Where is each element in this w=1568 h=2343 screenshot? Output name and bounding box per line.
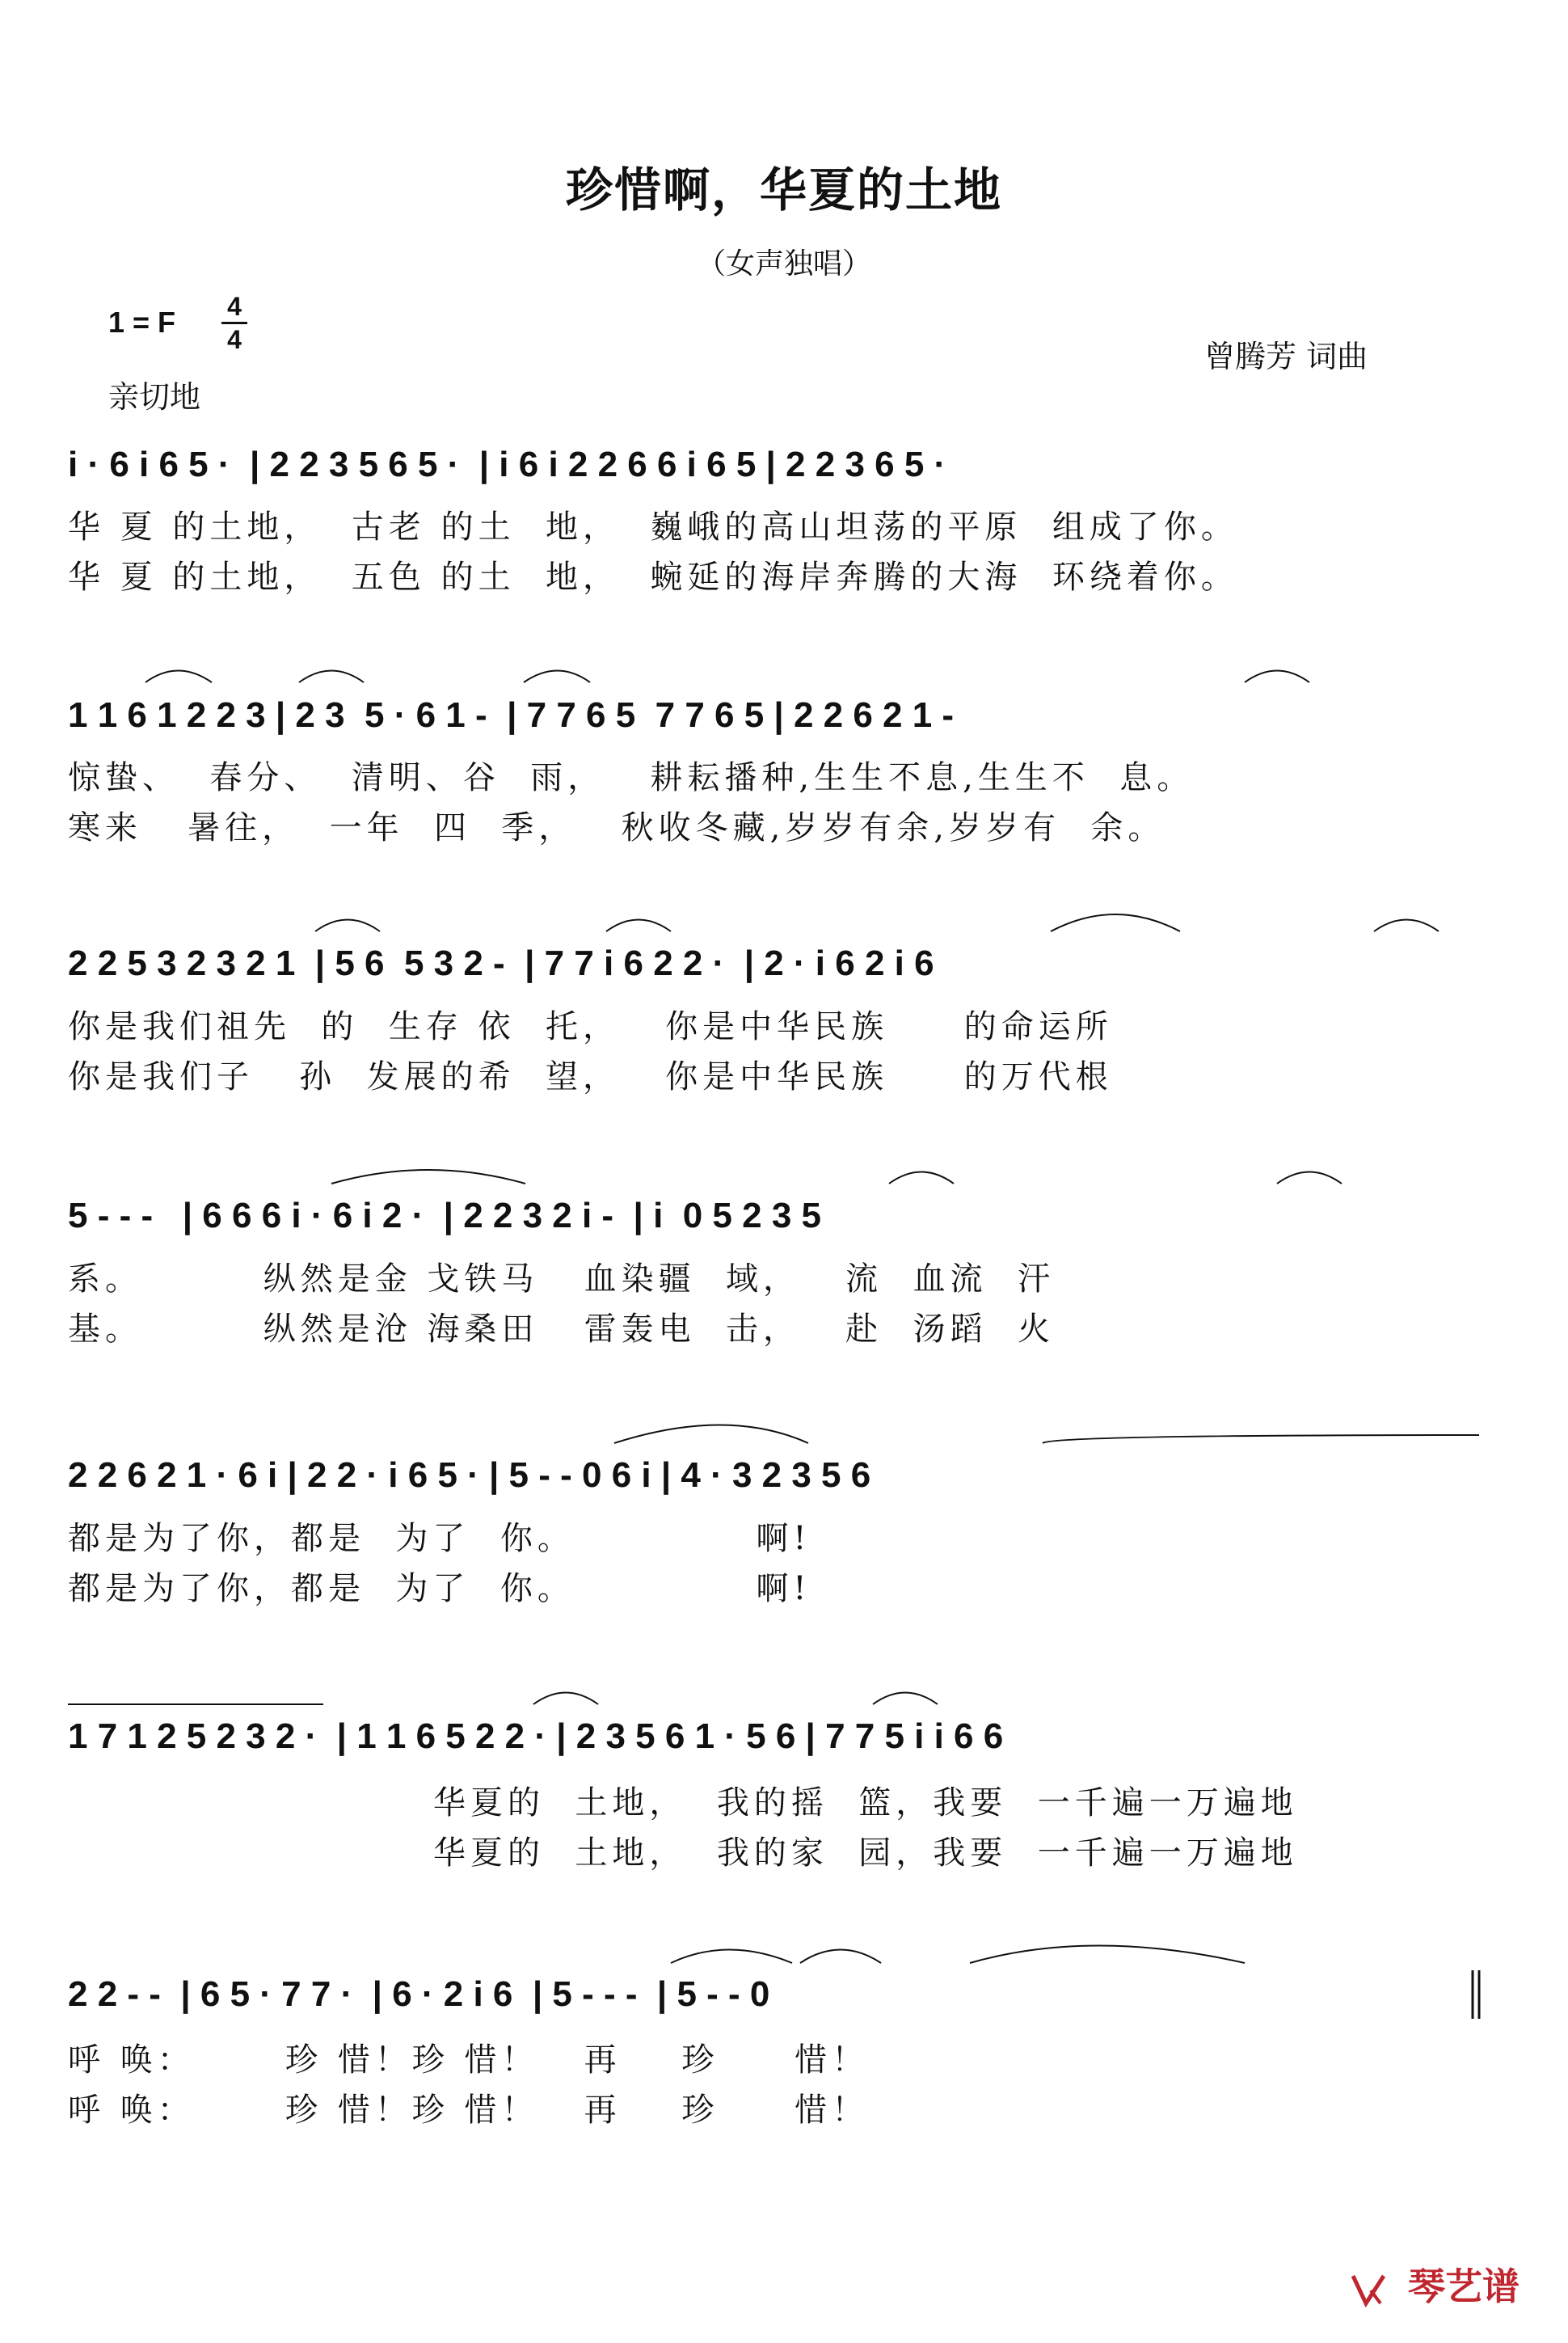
logo-icon [1348, 2271, 1389, 2308]
notation-line: 5 - - - | 6 6 6 i · 6 i 2 · | 2 2 3 2 i - | i 0 5 2 3 5 [68, 1196, 821, 1235]
slur-mark [331, 1170, 525, 1184]
lyric-line: 华 夏 的土地， 五色 的土 地， 蜿延的海岸奔腾的大海 环绕着你。 [68, 559, 1238, 596]
lyric-line: 寒来 暑往， 一年 四 季， 秋收冬藏,岁岁有余,岁岁有 余。 [68, 809, 1165, 846]
slur-mark [671, 1950, 792, 1964]
notation-line: 1 1 6 1 2 2 3 | 2 3 5 · 6 1 - | 7 7 6 5 7 7 6 5 | 2 2 6 2 1 - [68, 695, 955, 735]
slur-mark [889, 1172, 954, 1184]
slur-mark [524, 671, 590, 683]
slur-mark [1051, 914, 1180, 931]
lyric-line: 都是为了你，都是 为了 你。 啊! [68, 1520, 811, 1557]
slur-mark [299, 671, 364, 683]
slur-mark [800, 1950, 881, 1964]
tempo-marking: 亲切地 [108, 379, 201, 415]
notation-line: 2 2 - - | 6 5 · 7 7 · | 6 · 2 i 6 | 5 - - - | 5 - - 0 [68, 1974, 770, 2014]
logo-text: 琴艺谱 [1408, 2265, 1520, 2308]
slur-mark [1374, 920, 1439, 932]
slur-mark [1043, 1435, 1479, 1443]
slur-mark [614, 1425, 808, 1444]
lyric-line: 华 夏 的土地， 古老 的土 地， 巍峨的高山坦荡的平原 组成了你。 [68, 509, 1238, 546]
notation-line: 2 2 6 2 1 · 6 i | 2 2 · i 6 5 · | 5 - - 0 6 i | 4 · 3 2 3 5 6 [68, 1455, 871, 1495]
slur-mark [873, 1693, 938, 1705]
lyric-line: 你是我们祖先 的 生存 依 托， 你是中华民族 的命运所 [68, 1008, 1113, 1045]
lyric-line: 呼 唤： 珍 惜！珍 惜！ 再 珍 惜！ [68, 2092, 870, 2129]
slur-mark [533, 1693, 598, 1705]
song-subtitle: （女声独唱） [696, 247, 871, 281]
notation-line: 1 7 1 2 5 2 3 2 · | 1 1 6 5 2 2 · | 2 3 5 6 1 · 5 6 | 7 7 5 i i 6 6 [68, 1716, 1004, 1756]
song-title: 珍惜啊，华夏的土地 [565, 163, 1002, 217]
slur-mark [606, 920, 671, 932]
slur-mark [145, 671, 212, 683]
key-signature: 1 = F [108, 306, 176, 339]
lyric-line: 基。 纵然是沧 海桑田 雷轰电 击， 赴 汤蹈 火 [68, 1311, 1056, 1348]
lyric-line: 呼 唤： 珍 惜！珍 惜！ 再 珍 惜！ [68, 2041, 870, 2079]
lyric-line: 华夏的 土地， 我的家 园，我要 一千遍一万遍地 [433, 1834, 1298, 1872]
lyric-line: 都是为了你，都是 为了 你。 啊! [68, 1570, 811, 1607]
lyric-line: 系。 纵然是金 戈铁马 血染疆 域， 流 血流 汗 [68, 1260, 1056, 1298]
time-signature-top: 4 [227, 292, 242, 321]
time-signature-bottom: 4 [227, 325, 242, 354]
lyric-line: 华夏的 土地， 我的摇 篮，我要 一千遍一万遍地 [433, 1784, 1298, 1822]
composer-credit: 曾腾芳 词曲 [1204, 339, 1368, 374]
slur-mark [315, 920, 380, 932]
notation-line: 2 2 5 3 2 3 2 1 | 5 6 5 3 2 - | 7 7 i 6 2 2 · | 2 · i 6 2 i 6 [68, 944, 934, 983]
slur-mark [1245, 671, 1309, 683]
notation-line: i · 6 i 6 5 · | 2 2 3 5 6 5 · | i 6 i 2 2 6 6 i 6 5 | 2 2 3 6 5 · [68, 445, 946, 484]
slur-mark [970, 1946, 1245, 1964]
lyric-line: 惊蛰、 春分、 清明、谷 雨， 耕耘播种,生生不息,生生不 息。 [68, 759, 1195, 796]
slur-mark [1277, 1172, 1342, 1184]
brand-logo [1348, 2257, 1520, 2311]
lyric-line: 你是我们子 孙 发展的希 望， 你是中华民族 的万代根 [68, 1058, 1113, 1096]
